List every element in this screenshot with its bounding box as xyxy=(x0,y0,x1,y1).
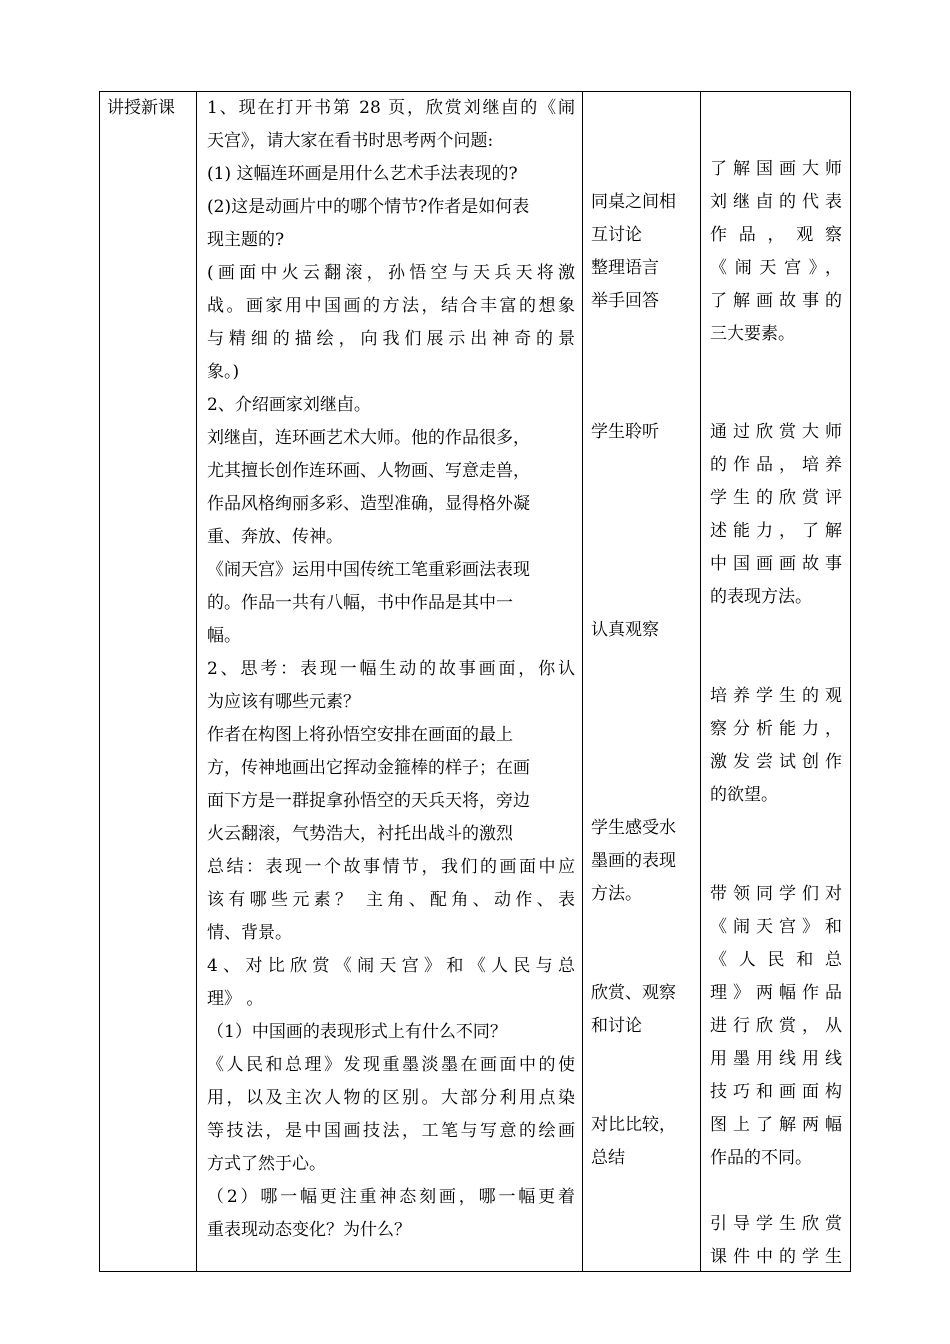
design-intent-paragraph-line: 述能力，了解 xyxy=(710,521,842,541)
design-intent-paragraph-line: 了解国画大师 xyxy=(710,159,842,179)
teacher-paragraph-line: 总结：表现一个故事情节，我们的画面中应 xyxy=(207,857,575,877)
student-activity-item-line: 认真观察 xyxy=(591,620,659,640)
teacher-paragraph-line: 该有哪些元素？ 主角、配角、动作、表 xyxy=(207,890,575,910)
teacher-paragraph-line: 现主题的? xyxy=(207,230,285,250)
design-intent-paragraph-line: 课件中的学生 xyxy=(710,1247,842,1267)
teacher-paragraph-line: 天宫》，请大家在看书时思考两个问题: xyxy=(207,131,494,151)
design-intent-paragraph-line: 了解画故事的 xyxy=(710,291,842,311)
teacher-paragraph-line: 《人民和总理》发现重墨淡墨在画面中的使 xyxy=(207,1055,575,1075)
design-intent-paragraph-line: 察分析能力， xyxy=(710,719,842,739)
design-intent-paragraph-line: 引导学生欣赏 xyxy=(710,1214,842,1234)
teacher-paragraph-line: 等技法，是中国画技法，工笔与写意的绘画 xyxy=(207,1121,575,1141)
table-border-left xyxy=(99,91,100,1272)
teacher-paragraph-line: 火云翻滚，气势浩大，衬托出战斗的激烈 xyxy=(207,824,513,844)
teacher-paragraph-line: 的。作品一共有八幅，书中作品是其中一 xyxy=(207,593,513,613)
design-intent-paragraph-line: 《人民和总 xyxy=(710,950,842,970)
teacher-paragraph-line: 4、对比欣赏《闹天宫》和《人民与总 xyxy=(207,956,575,976)
teacher-paragraph-line: 理》 。 xyxy=(207,989,264,1009)
teacher-paragraph-line: （2）哪一幅更注重神态刻画，哪一幅更着 xyxy=(207,1187,575,1207)
teacher-paragraph-line: 2、思考：表现一幅生动的故事画面，你认 xyxy=(207,659,575,679)
student-activity-item-line: 总结 xyxy=(591,1148,625,1168)
design-intent-paragraph-line: 的作品，培养 xyxy=(710,455,842,475)
lesson-stage-cell xyxy=(107,92,195,125)
design-intent-paragraph-line: 图上了解两幅 xyxy=(710,1115,842,1135)
teacher-paragraph-line: 《闹天宫》运用中国传统工笔重彩画法表现 xyxy=(207,560,530,580)
design-intent-paragraph-line: 《闹天宫》和 xyxy=(710,917,842,937)
teacher-paragraph-line: (1) 这幅连环画是用什么艺术手法表现的? xyxy=(207,164,518,184)
design-intent-paragraph-line: 理》两幅作品 xyxy=(710,983,842,1003)
design-intent-paragraph-line: 三大要素。 xyxy=(710,324,795,344)
student-activity-item-line: 学生聆听 xyxy=(591,422,659,442)
design-intent-paragraph-line: 培养学生的观 xyxy=(710,686,842,706)
student-activity-item-line: 和讨论 xyxy=(591,1016,642,1036)
design-intent-paragraph-line: 带领同学们对 xyxy=(710,884,842,904)
design-intent-paragraph-line: 技巧和画面构 xyxy=(710,1082,842,1102)
teacher-paragraph-line: 1、现在打开书第 28 页，欣赏刘继卣的《闹 xyxy=(207,98,575,118)
table-border-right xyxy=(850,91,851,1272)
student-activity-item-line: 学生感受水 xyxy=(591,818,676,838)
column-divider xyxy=(700,91,701,1272)
design-intent-paragraph-line: 刘继卣的代表 xyxy=(710,192,842,212)
teacher-paragraph-line: 2、介绍画家刘继卣。 xyxy=(207,395,371,415)
design-intent-paragraph-line: 作品，观察 xyxy=(710,225,842,245)
teacher-paragraph-line: 尤其擅长创作连环画、人物画、写意走兽， xyxy=(207,461,530,481)
student-activity-item-line: 举手回答 xyxy=(591,291,659,311)
design-intent-paragraph-line: 通过欣赏大师 xyxy=(710,422,842,442)
teacher-paragraph-line: 作品风格绚丽多彩、造型准确，显得格外凝 xyxy=(207,494,530,514)
column-divider xyxy=(582,91,583,1272)
design-intent-paragraph-line: 用墨用线用线 xyxy=(710,1049,842,1069)
teacher-paragraph-line: 作者在构图上将孙悟空安排在画面的最上 xyxy=(207,725,513,745)
teacher-paragraph-line: （1）中国画的表现形式上有什么不同？ xyxy=(207,1022,507,1042)
teacher-paragraph-line: 重表现动态变化？为什么？ xyxy=(207,1220,411,1240)
student-activity-item-line: 方法。 xyxy=(591,884,642,904)
teacher-paragraph-line: 面下方是一群捉拿孙悟空的天兵天将，旁边 xyxy=(207,791,530,811)
teacher-paragraph-line: 刘继卣，连环画艺术大师。他的作品很多， xyxy=(207,428,530,448)
design-intent-paragraph-line: 作品的不同。 xyxy=(710,1148,812,1168)
teacher-paragraph-line: (2)这是动画片中的哪个情节?作者是如何表 xyxy=(207,197,530,217)
lesson-stage-label: 讲授新课 xyxy=(107,98,175,118)
student-activity-item-line: 对比比较， xyxy=(591,1115,676,1135)
teacher-paragraph-line: 方式了然于心。 xyxy=(207,1154,326,1174)
teacher-paragraph-line: 象。) xyxy=(207,362,240,382)
student-activity-item-line: 同桌之间相 xyxy=(591,192,676,212)
teacher-paragraph-line: 幅。 xyxy=(207,626,241,646)
design-intent-paragraph-line: 进行欣赏，从 xyxy=(710,1016,842,1036)
teacher-paragraph-line: 重、奔放、传神。 xyxy=(207,527,343,547)
teacher-paragraph-line: 为应该有哪些元素？ xyxy=(207,692,360,712)
teacher-paragraph-line: 用，以及主次人物的区别。大部分利用点染 xyxy=(207,1088,575,1108)
student-activity-item-line: 互讨论 xyxy=(591,225,642,245)
teacher-paragraph-line: 情、背景。 xyxy=(207,923,292,943)
teacher-paragraph-line: 战。画家用中国画的方法，结合丰富的想象 xyxy=(207,296,575,316)
teacher-paragraph-line: 方，传神地画出它挥动金箍棒的样子；在画 xyxy=(207,758,530,778)
design-intent-paragraph-line: 学生的欣赏评 xyxy=(710,488,842,508)
design-intent-paragraph-line: 的欲望。 xyxy=(710,785,778,805)
column-divider xyxy=(196,91,197,1272)
design-intent-paragraph-line: 的表现方法。 xyxy=(710,587,812,607)
design-intent-paragraph-line: 中国画画故事 xyxy=(710,554,842,574)
design-intent-paragraph-line: 《闹天宫》， xyxy=(710,258,842,278)
student-activity-item-line: 欣赏、观察 xyxy=(591,983,676,1003)
teacher-paragraph-line: 与精细的描绘，向我们展示出神奇的景 xyxy=(207,329,575,349)
student-activity-item-line: 墨画的表现 xyxy=(591,851,676,871)
student-activity-item-line: 整理语言 xyxy=(591,258,659,278)
design-intent-paragraph-line: 激发尝试创作 xyxy=(710,752,842,772)
teacher-paragraph-line: (画面中火云翻滚，孙悟空与天兵天将激 xyxy=(207,263,575,283)
